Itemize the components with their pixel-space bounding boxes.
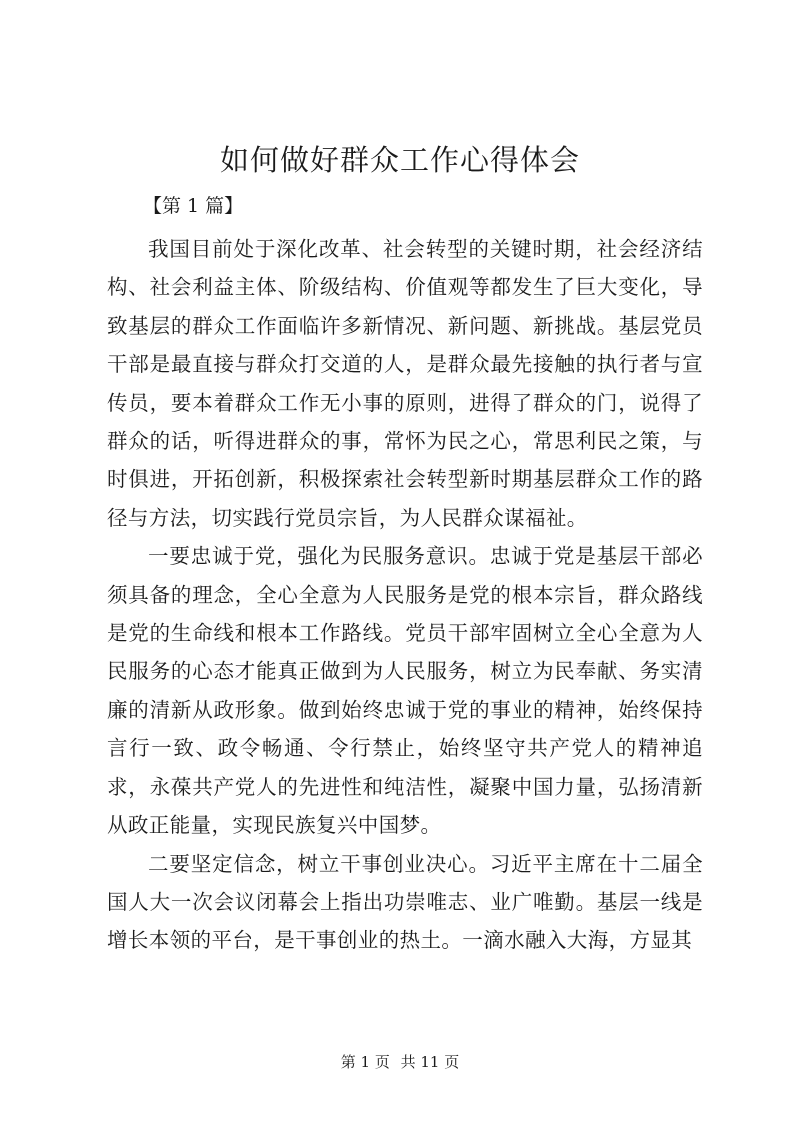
document-body (107, 230, 703, 960)
page-number: 第 1 页 (340, 1053, 390, 1071)
paragraph-1: 我国目前处于深化改革、社会转型的关键时期，社会经济结构、社会利益主体、阶级结构、价值观等都发生了巨大变化，导致基层的群众工作面临许多新情况、新问题、新挑战。基层党员干部是最直接与群众打交道的人，是群众最先接触的执行者与宣传员，要本着群众工作无小事的原则，进得了群众的门，说得了群众的话，听得进群众的事，常怀为民之心，常思利民之策，与时俱进，开拓创新，积极探索社会转型新时期基层群众工作的路径与方法，切实践行党员宗旨，为人民群众谋福祉。 (107, 237, 703, 530)
section-label: 【第 1 篇】 (143, 195, 244, 217)
paragraph-3: 二要坚定信念，树立干事创业决心。习近平主席在十二届全国人大一次会议闭幕会上指出功崇唯志、业广唯勤。基层一线是增长本领的平台，是干事创业的热土。一滴水融入大海，方显其 (107, 851, 703, 953)
paragraph-2: 一要忠诚于党，强化为民服务意识。忠诚于党是基层干部必须具备的理念，全心全意为人民服务是党的根本宗旨，群众路线是党的生命线和根本工作路线。党员干部牢固树立全心全意为人民服务的心态才能真正做到为人民服务，树立为民奉献、务实清廉的清新从政形象。做到始终忠诚于党的事业的精神，始终保持言行一致、政令畅通、令行禁止，始终坚守共产党人的精神追求，永葆共产党人的先进性和纯洁性，凝聚中国力量，弘扬清新从政正能量，实现民族复兴中国梦。 (107, 544, 703, 838)
document-title: 如何做好群众工作心得体会 (219, 143, 580, 177)
page-total: 共 11 页 (400, 1053, 460, 1071)
page-footer (0, 1052, 800, 1072)
